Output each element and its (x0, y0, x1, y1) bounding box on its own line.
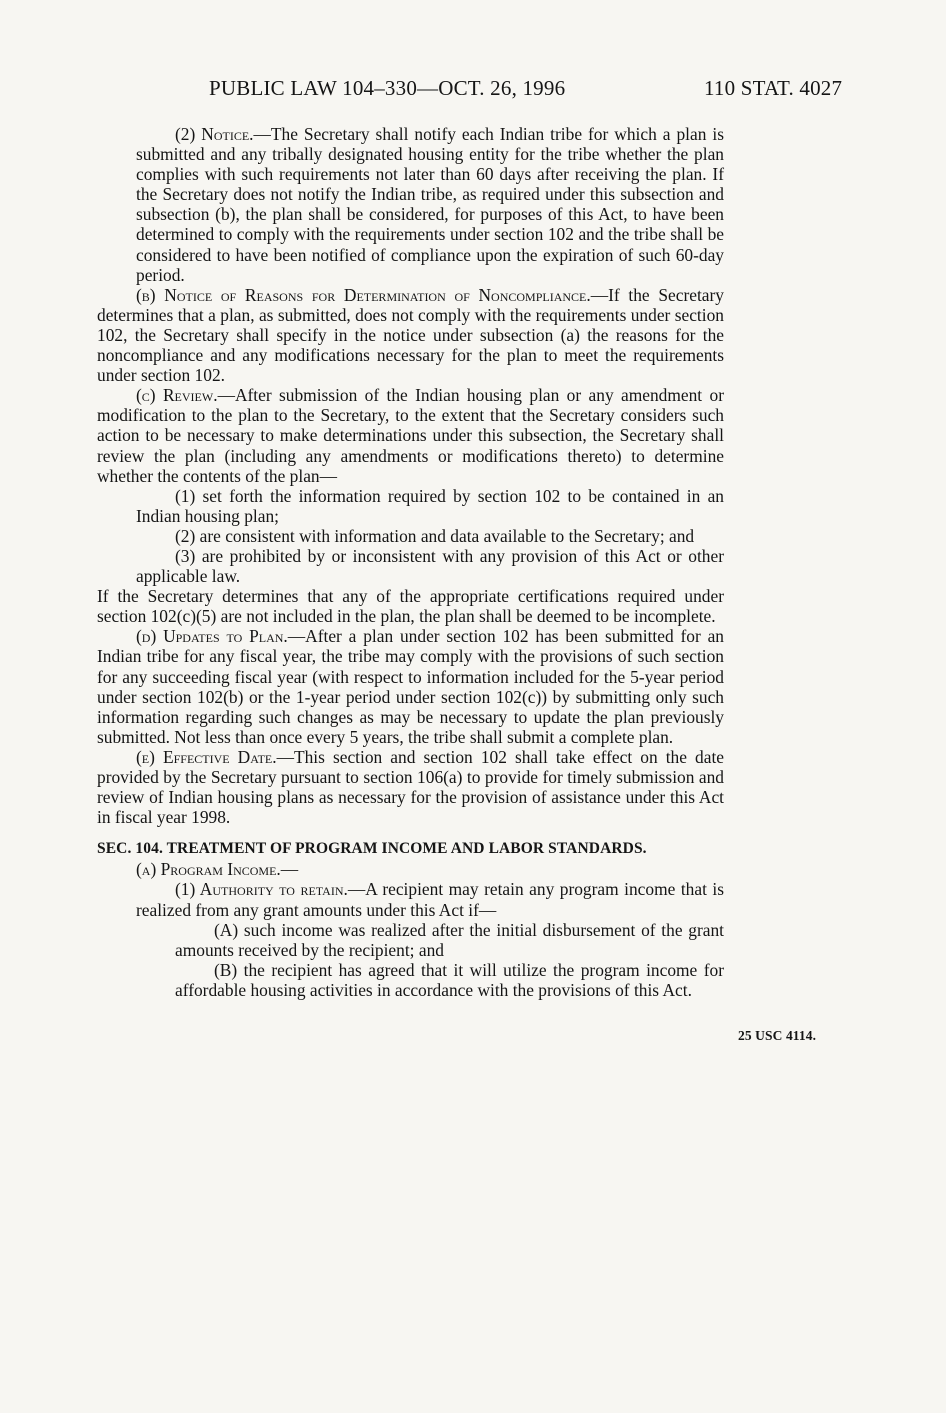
paragraph-heading: (2) Notice. (175, 124, 254, 144)
paragraph-noncompliance: (b) Notice of Reasons for Determination of Noncompliance.—If the Secretary determines that a plan, as submitted, does not comply with the requirements under section 102, the Secretary shall specify in the notice under subsection (a) the reasons for the noncompliance and any modifications necessary for the plan to meet the requirements under section 102. (97, 284, 724, 386)
paragraph-effective-date: (e) Effective Date.—This section and section 102 shall take effect on the date provided by the Secretary pursuant to section 106(a) to provide for timely submission and review of Indian housing plans as necessary for the provision of assistance under this Act in fiscal year 1998. (97, 746, 724, 828)
page-number: 110 STAT. 4027 (704, 76, 843, 100)
paragraph-heading: (d) Updates to Plan. (136, 626, 288, 647)
paragraph-heading: (b) Notice of Reasons for Determination of Noncompliance. (136, 284, 591, 305)
paragraph-updates: (d) Updates to Plan.—After a plan under section 102 has been submitted for an Indian tribe for any fiscal year, the tribe may comply with the provisions of such section for any succeeding fiscal year (with respect to information included for the 5-year period under section 102(b) or the 1-year period under section 102(c)) by submitting only such information regarding such changes as may be necessary to update the plan previously submitted. Not less than once every 5 years, the tribe shall submit a complete plan. (97, 626, 724, 747)
paragraph-heading: (a) Program Income. (136, 859, 281, 880)
paragraph-heading: (1) Authority to retain. (175, 879, 348, 900)
list-item: (2) are consistent with information and data available to the Secretary; and (175, 525, 695, 546)
margin-citation: 25 USC 4114. (738, 1028, 817, 1043)
running-header-left: PUBLIC LAW 104–330—OCT. 26, 1996 (209, 76, 566, 100)
paragraph-heading: (e) Effective Date. (136, 746, 277, 767)
paragraph-program-income: (a) Program Income.— (136, 859, 299, 880)
body-text (97, 124, 724, 1000)
paragraph-heading: (c) Review. (136, 385, 218, 406)
list-item: (B) the recipient has agreed that it will utilize the program income for affordable housing activities in accordance with the provisions of this Act. (175, 959, 724, 1000)
list-item: (3) are prohibited by or inconsistent with any provision of this Act or other applicable law. (136, 545, 724, 587)
section-heading: SEC. 104. TREATMENT OF PROGRAM INCOME AND LABOR STANDARDS. (97, 840, 647, 858)
paragraph-review-tail: If the Secretary determines that any of the appropriate certifications required under section 102(c)(5) are not included in the plan, the plan shall be deemed to be incomplete. (97, 586, 724, 627)
paragraph-review: (c) Review.—After submission of the Indian housing plan or any amendment or modification to the plan to the Secretary, to the extent that the Secretary considers such action to be necessary to make determinations under this subsection, the Secretary shall review the plan (including any amendments or modifications thereto) to determine whether the contents of the plan— (97, 385, 724, 486)
list-item: (A) such income was realized after the initial disbursement of the grant amounts received by the recipient; and (175, 919, 724, 960)
list-item: (1) set forth the information required by section 102 to be contained in an Indian housing plan; (136, 485, 724, 526)
paragraph-notice: (2) Notice.—The Secretary shall notify each Indian tribe for which a plan is submitted and any tribally designated housing entity for the tribe whether the plan complies with such requirements not later than 60 days after receiving the plan. If the Secretary does not notify the Indian tribe, as required under this subsection and subsection (b), the plan shall be considered, for purposes of this Act, to have been determined to comply with the requirements under section 102 and the tribe shall be considered to have been notified of compliance upon the expiration of such 60-day period. (136, 124, 724, 285)
paragraph-authority: (1) Authority to retain.—A recipient may retain any program income that is realized from any grant amounts under this Act if— (136, 879, 725, 920)
